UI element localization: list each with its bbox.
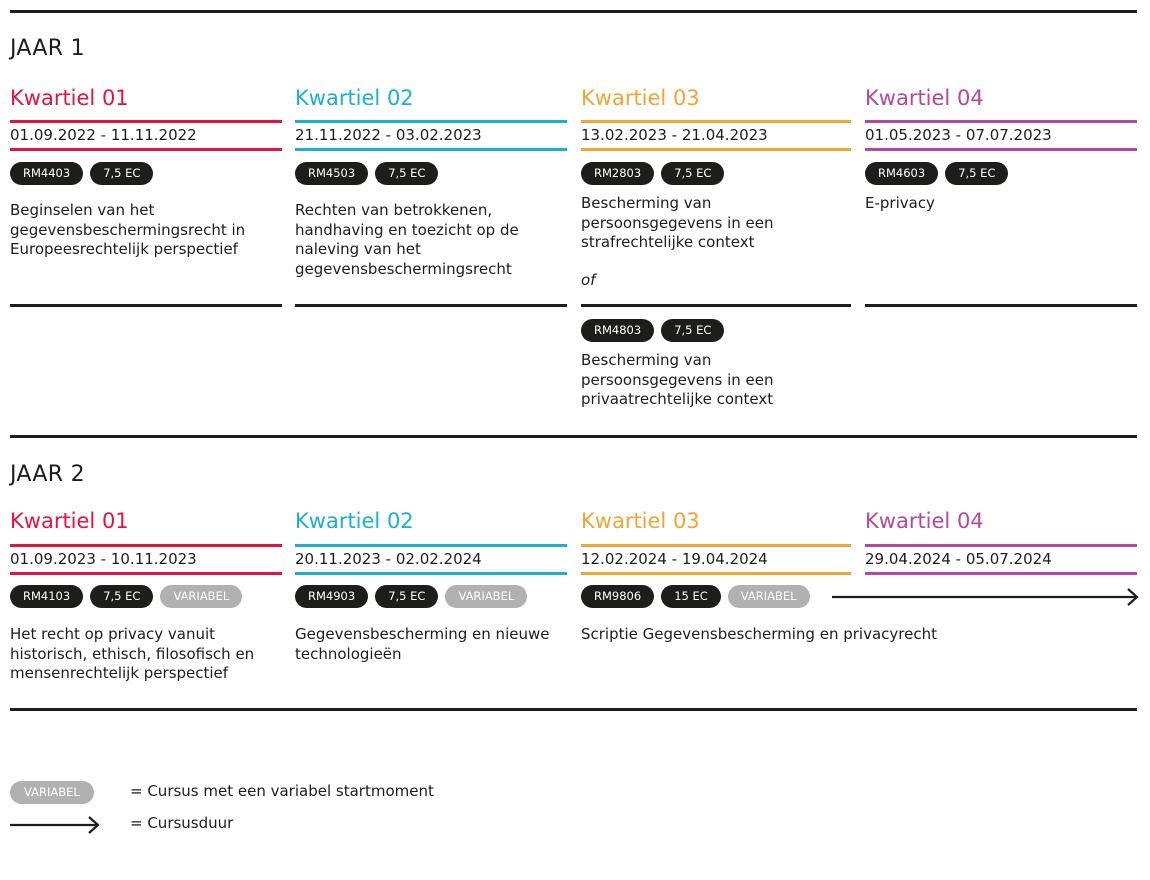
quarter-dates: 01.09.2023 - 10.11.2023 xyxy=(10,550,197,568)
course-badges xyxy=(865,162,1008,185)
legend-arrow xyxy=(10,812,510,837)
quarter-top-line xyxy=(10,544,282,547)
quarter-dates: 29.04.2024 - 05.07.2024 xyxy=(865,550,1052,568)
quarter-title: Kwartiel 04 xyxy=(865,509,984,533)
year-2-bottom-divider xyxy=(10,708,1137,711)
variabel-badge: VARIABEL xyxy=(728,585,810,608)
course-duration-arrow-icon xyxy=(830,586,1142,608)
course-code-badge: RM4103 xyxy=(10,585,83,608)
credits-badge: 7,5 EC xyxy=(375,585,438,608)
credits-badge: 15 EC xyxy=(661,585,721,608)
column-divider xyxy=(295,304,567,307)
quarter-title: Kwartiel 02 xyxy=(295,86,414,110)
course-badges xyxy=(295,585,527,608)
variabel-badge: VARIABEL xyxy=(160,585,242,608)
credits-badge: 7,5 EC xyxy=(661,319,724,342)
variabel-badge: VARIABEL xyxy=(445,585,527,608)
year-divider xyxy=(10,435,1137,438)
course-code-badge: RM9806 xyxy=(581,585,654,608)
credits-badge: 7,5 EC xyxy=(375,162,438,185)
course-badges xyxy=(295,162,438,185)
quarter-top-line xyxy=(581,544,851,547)
quarter-bottom-line xyxy=(581,148,851,151)
column-divider xyxy=(581,304,851,307)
quarter-top-line xyxy=(295,544,567,547)
course-name: Gegevensbescherming en nieuwe technologieën xyxy=(295,625,550,663)
quarter-dates: 01.09.2022 - 11.11.2022 xyxy=(10,126,197,144)
legend-variabel-text: = Cursus met een variabel startmoment xyxy=(130,782,434,800)
quarter-title: Kwartiel 04 xyxy=(865,86,984,110)
column-divider xyxy=(10,304,282,307)
column-divider xyxy=(865,304,1137,307)
course-badges xyxy=(581,585,810,608)
course-code-badge: RM4803 xyxy=(581,319,654,342)
quarter-title: Kwartiel 03 xyxy=(581,86,700,110)
year-2-title: JAAR 2 xyxy=(10,462,85,487)
quarter-title: Kwartiel 02 xyxy=(295,509,414,533)
course-code-badge: RM4403 xyxy=(10,162,83,185)
credits-badge: 7,5 EC xyxy=(90,585,153,608)
quarter-top-line xyxy=(295,120,567,123)
legend-variabel xyxy=(10,780,510,805)
alt-course-name: Bescherming van persoonsgegevens in een privaatrechtelijke context xyxy=(581,351,774,408)
quarter-top-line xyxy=(865,120,1137,123)
quarter-top-line xyxy=(865,544,1137,547)
course-name: E-privacy xyxy=(865,194,935,212)
alternative-or-label: of xyxy=(581,271,596,289)
quarter-title: Kwartiel 01 xyxy=(10,86,129,110)
quarter-bottom-line xyxy=(295,148,567,151)
year-1-title: JAAR 1 xyxy=(10,36,85,61)
quarter-top-line xyxy=(10,120,282,123)
course-name: Rechten van betrokkenen, handhaving en toezicht op de naleving van het gegevensbeschermingsrecht xyxy=(295,201,519,278)
quarter-bottom-line xyxy=(295,572,567,575)
top-divider xyxy=(10,10,1137,13)
course-name: Beginselen van het gegevensbeschermingsrecht in Europeesrechtelijk perspectief xyxy=(10,201,246,258)
alt-course-badges xyxy=(581,319,724,342)
course-code-badge: RM2803 xyxy=(581,162,654,185)
credits-badge: 7,5 EC xyxy=(945,162,1008,185)
quarter-dates: 20.11.2023 - 02.02.2024 xyxy=(295,550,482,568)
course-badges xyxy=(10,585,242,608)
course-badges xyxy=(581,162,724,185)
quarter-dates: 12.02.2024 - 19.04.2024 xyxy=(581,550,768,568)
course-code-badge: RM4603 xyxy=(865,162,938,185)
credits-badge: 7,5 EC xyxy=(661,162,724,185)
quarter-dates: 21.11.2022 - 03.02.2023 xyxy=(295,126,482,144)
course-badges xyxy=(10,162,153,185)
course-code-badge: RM4503 xyxy=(295,162,368,185)
quarter-bottom-line xyxy=(865,572,1137,575)
quarter-dates: 01.05.2023 - 07.07.2023 xyxy=(865,126,1052,144)
credits-badge: 7,5 EC xyxy=(90,162,153,185)
quarter-bottom-line xyxy=(10,148,282,151)
course-name: Scriptie Gegevensbescherming en privacyrecht xyxy=(581,625,937,643)
quarter-bottom-line xyxy=(865,148,1137,151)
quarter-title: Kwartiel 03 xyxy=(581,509,700,533)
course-name: Bescherming van persoonsgegevens in een strafrechtelijke context xyxy=(581,194,774,251)
course-name: Het recht op privacy vanuit historisch, ethisch, filosofisch en mensenrechtelijk perspectief xyxy=(10,625,255,682)
quarter-bottom-line xyxy=(10,572,282,575)
variabel-badge: VARIABEL xyxy=(10,781,94,804)
quarter-dates: 13.02.2023 - 21.04.2023 xyxy=(581,126,768,144)
arrow-right-icon xyxy=(10,813,102,837)
course-code-badge: RM4903 xyxy=(295,585,368,608)
legend-arrow-text: = Cursusduur xyxy=(130,814,234,832)
quarter-bottom-line xyxy=(581,572,851,575)
quarter-title: Kwartiel 01 xyxy=(10,509,129,533)
quarter-top-line xyxy=(581,120,851,123)
